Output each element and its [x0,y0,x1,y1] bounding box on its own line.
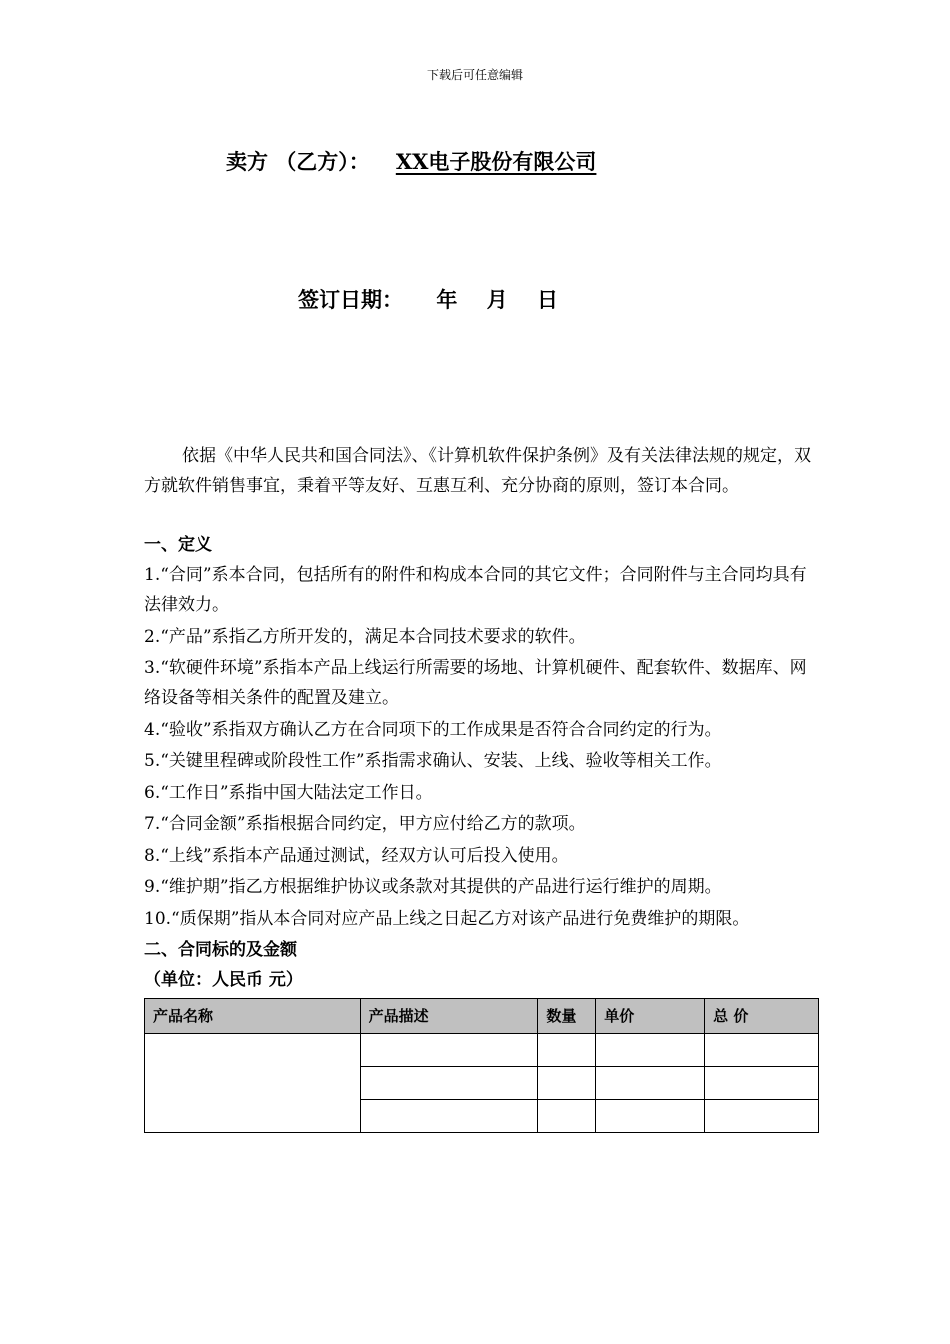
product-table [144,998,819,1133]
page-header-note: 下载后可任意编辑 [426,68,523,82]
sign-date-label: 签订日期： [298,287,403,312]
definition-item: 8.“上线”系指本产品通过测试，经双方认可后投入使用。 [144,845,569,866]
col-header-unit-price: 单价 [596,999,705,1034]
definition-item: 3.“软硬件环境”系指本产品上线运行所需要的场地、计算机硬件、配套软件、数据库、网络设备等相关条件的配置及建立。 [144,658,807,708]
definition-item: 9.“维护期”指乙方根据维护协议或条款对其提供的产品进行运行维护的周期。 [144,877,722,897]
seller-label: 卖方 （乙方）： [226,149,370,174]
definition-item: 10.“质保期”指从本合同对应产品上线之日起乙方对该产品进行免费维护的期限。 [144,908,750,929]
sign-date-day: 日 [536,287,558,312]
table-cell [705,1067,819,1100]
definition-item: 2.“产品”系指乙方所开发的，满足本合同技术要求的软件。 [144,626,586,647]
intro-paragraph: 依据《中华人民共和国合同法》、《计算机软件保护条例》及有关法律法规的规定，双方就软件销售事宜，秉着平等友好、互惠互利、充分协商的原则，签订本合同。 [144,446,811,496]
table-cell [538,1034,596,1067]
table-cell [596,1100,705,1133]
product-name-cell [145,1034,361,1133]
definition-item: 6.“工作日”系指中国大陆法定工作日。 [144,782,433,803]
table-cell [360,1034,538,1067]
col-header-total-price: 总 价 [705,999,819,1034]
definition-item: 7.“合同金额”系指根据合同约定，甲方应付给乙方的款项。 [144,814,586,834]
table-cell [705,1034,819,1067]
table-cell [360,1067,538,1100]
currency-unit: （单位：人民币 元） [144,970,303,990]
table-cell [360,1100,538,1133]
table-cell [538,1100,596,1133]
sign-date-month: 月 [486,287,508,312]
section-subject-title: 二、合同标的及金额 [144,940,297,960]
sign-date-line [298,284,558,314]
table-cell [705,1100,819,1133]
col-header-product-name: 产品名称 [145,999,361,1034]
contract-body [144,441,820,1133]
table-cell [596,1067,705,1100]
definitions-list [144,560,820,934]
col-header-product-desc: 产品描述 [360,999,538,1034]
definition-item: 4.“验收”系指双方确认乙方在合同项下的工作成果是否符合合同约定的行为。 [144,719,722,740]
table-cell [596,1034,705,1067]
seller-company: XX电子股份有限公司 [395,149,597,174]
definition-item: 5.“关键里程碑或阶段性工作”系指需求确认、安装、上线、验收等相关工作。 [144,751,722,771]
table-header-row [145,999,819,1034]
table-cell [538,1067,596,1100]
col-header-quantity: 数量 [538,999,596,1034]
table-row [145,1034,819,1067]
sign-date-year: 年 [436,287,458,312]
definition-item: 1.“合同”系本合同，包括所有的附件和构成本合同的其它文件；合同附件与主合同均具有法律效力。 [144,565,807,615]
seller-line [226,146,608,176]
section-definitions-title: 一、定义 [144,535,212,555]
